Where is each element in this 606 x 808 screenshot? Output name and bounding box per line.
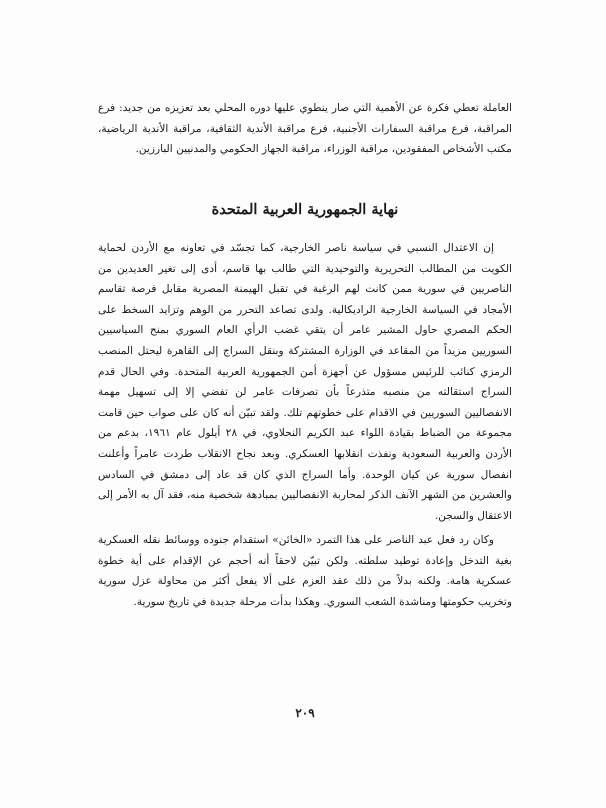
section-heading: نهاية الجمهورية العربية المتحدة — [211, 201, 399, 218]
body-paragraph-1: إن الاعتدال النسبي في سياسة ناصر الخارجية، كما تجسّد في تعاونه مع الأردن لحماية الكويت من المطالب التحريرية والتوحيدية التي طالب بها قاسم، أدى إلى تغير العديدين من الناصريين في سورية ممن كانت لهم الرغبة في تقبل الهيمنة المصرية مقابل فرصة تقاسم الأمجاد في السياسة الخارجية الراديكالية. ولدى تصاعد التحرر من الوهم وتزايد السخط على الحكم المصري حاول المشير عامر أن يتقي غضب الرأي العام السوري بمنح السياسيين السوريين مزيداً من المقاعد في الوزارة المشتركة وبنقل السراج إلى القاهرة ليحتل المنصب الرمزي كنائب للرئيس مسؤول عن أجهزة أمن الجمهورية العربية المتحدة. وفي الحال قدم السراج استقالته من منصبه متذرعاً بأن تصرفات عامر لن تفضي إلا إلى تسهيل مهمة الانفصاليين السوريين في الاقدام على خطوتهم تلك. ولقد تبيّن أنه كان على صواب حين قامت مجموعة من الضباط بقيادة اللواء عبد الكريم النحلاوي، في ٢٨ أيلول عام ١٩٦١، بدعم من الأردن والعربية السعودية ونفذت انقلابها العسكري. وبعد نجاح الانقلاب طردت عامراً وأعلنت انفصال سورية عن كيان الوحدة. وأما السراج الذي كان قد عاد إلى دمشق في السادس والعشرين من الشهر الآنف الذكر لمحاربة الانفصاليين بمبادهة شخصية منه، فقد آل به الأمر إلى الاعتقال والسجن. — [98, 242, 513, 522]
intro-paragraph: العاملة تعطي فكرة عن الأهمية التي صار ينطوي عليها دوره المحلي بعد تعزيزه من جديد: فرع المراقبة، فرع مراقبة السفارات الأجنبية، فرع مراقبة الأندية الثقافية، مراقبة الأندية الرياضية، مكتب الأشخاص المفقودين، مراقبة الوزراء، مراقبة الجهاز الحكومي والمدنيين البارزين. — [98, 102, 512, 156]
body-paragraph-2: وكان رد فعل عبد الناصر على هذا التمرد «الخائن» استقدام جنوده ووسائط نقله العسكرية بغية التدخل وإعادة توطيد سلطته. ولكن تبيّن لاحقاً أنه أحجم عن الإقدام على أية خطوة عسكرية هامة. ولكنه بدلاً من ذلك عقد العزم على ألا يفعل أكثر من محاولة عزل سورية وتخريب حكومتها ومناشدة الشعب السوري. وهكذا بدأت مرحلة جديدة في تاريخ سورية. — [98, 534, 512, 608]
page-number: ٢٠٩ — [295, 706, 315, 720]
